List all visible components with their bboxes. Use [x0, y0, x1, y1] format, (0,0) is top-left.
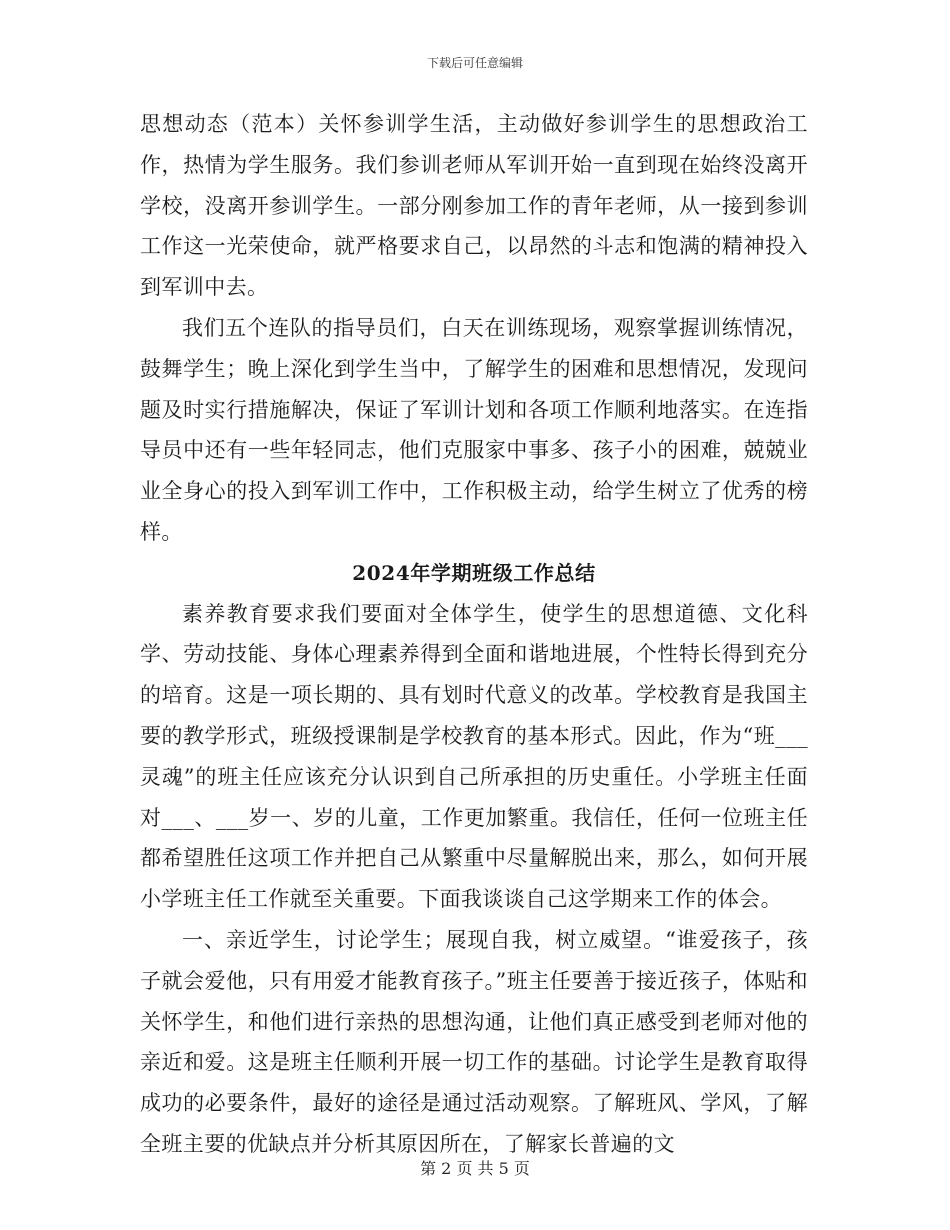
page-number: 第 2 页 共 5 页 [420, 1159, 530, 1178]
document-body [140, 104, 808, 1165]
header-note: 下载后可任意编辑 [426, 56, 523, 70]
paragraph-quality-education: 素养教育要求我们要面对全体学生，使学生的思想道德、文化科学、劳动技能、身体心理素养得到全面和谐地进展，个性特长得到充分的培育。这是一项长期的、具有划时代意义的改革。学校教育是我国主要的教学形式，班级授课制是学校教育的基本形式。因此，作为“班___灵魂”的班主任应该充分认识到自己所承担的历史重任。小学班主任面对___、___岁一、岁的儿童，工作更加繁重。我信任，任何一位班主任都希望胜任这项工作并把自己从繁重中尽量解脱出来，那么，如何开展小学班主任工作就至关重要。下面我谈谈自己这学期来工作的体会。 [140, 601, 808, 912]
paragraph-continuation: 思想动态（范本）关怀参训学生活，主动做好参训学生的思想政治工作，热情为学生服务。我们参训老师从军训开始一直到现在始终没离开学校，没离开参训学生。一部分刚参加工作的青年老师，从一接到参训工作这一光荣使命，就严格要求自己，以昂然的斗志和饱满的精神投入到军训中去。 [140, 112, 808, 300]
section-title: 2024年学期班级工作总结 [352, 560, 596, 585]
paragraph-approach-students: 一、亲近学生，讨论学生；展现自我，树立威望。“谁爱孩子，孩子就会爱他，只有用爱才能教育孩子。”班主任要善于接近孩子，体贴和关怀学生，和他们进行亲热的思想沟通，让他们真正感受到老师对他的亲近和爱。这是班主任顺利开展一切工作的基础。讨论学生是教育取得成功的必要条件，最好的途径是通过活动观察。了解班风、学风，了解全班主要的优缺点并分析其原因所在，了解家长普遍的文 [140, 927, 808, 1156]
paragraph-instructors: 我们五个连队的指导员们，白天在训练现场，观察掌握训练情况，鼓舞学生；晚上深化到学生当中，了解学生的困难和思想情况，发现问题及时实行措施解决，保证了军训计划和各项工作顺利地落实。在连指导员中还有一些年轻同志，他们克服家中事多、孩子小的困难，兢兢业业全身心的投入到军训工作中，工作积极主动，给学生树立了优秀的榜样。 [140, 315, 808, 544]
